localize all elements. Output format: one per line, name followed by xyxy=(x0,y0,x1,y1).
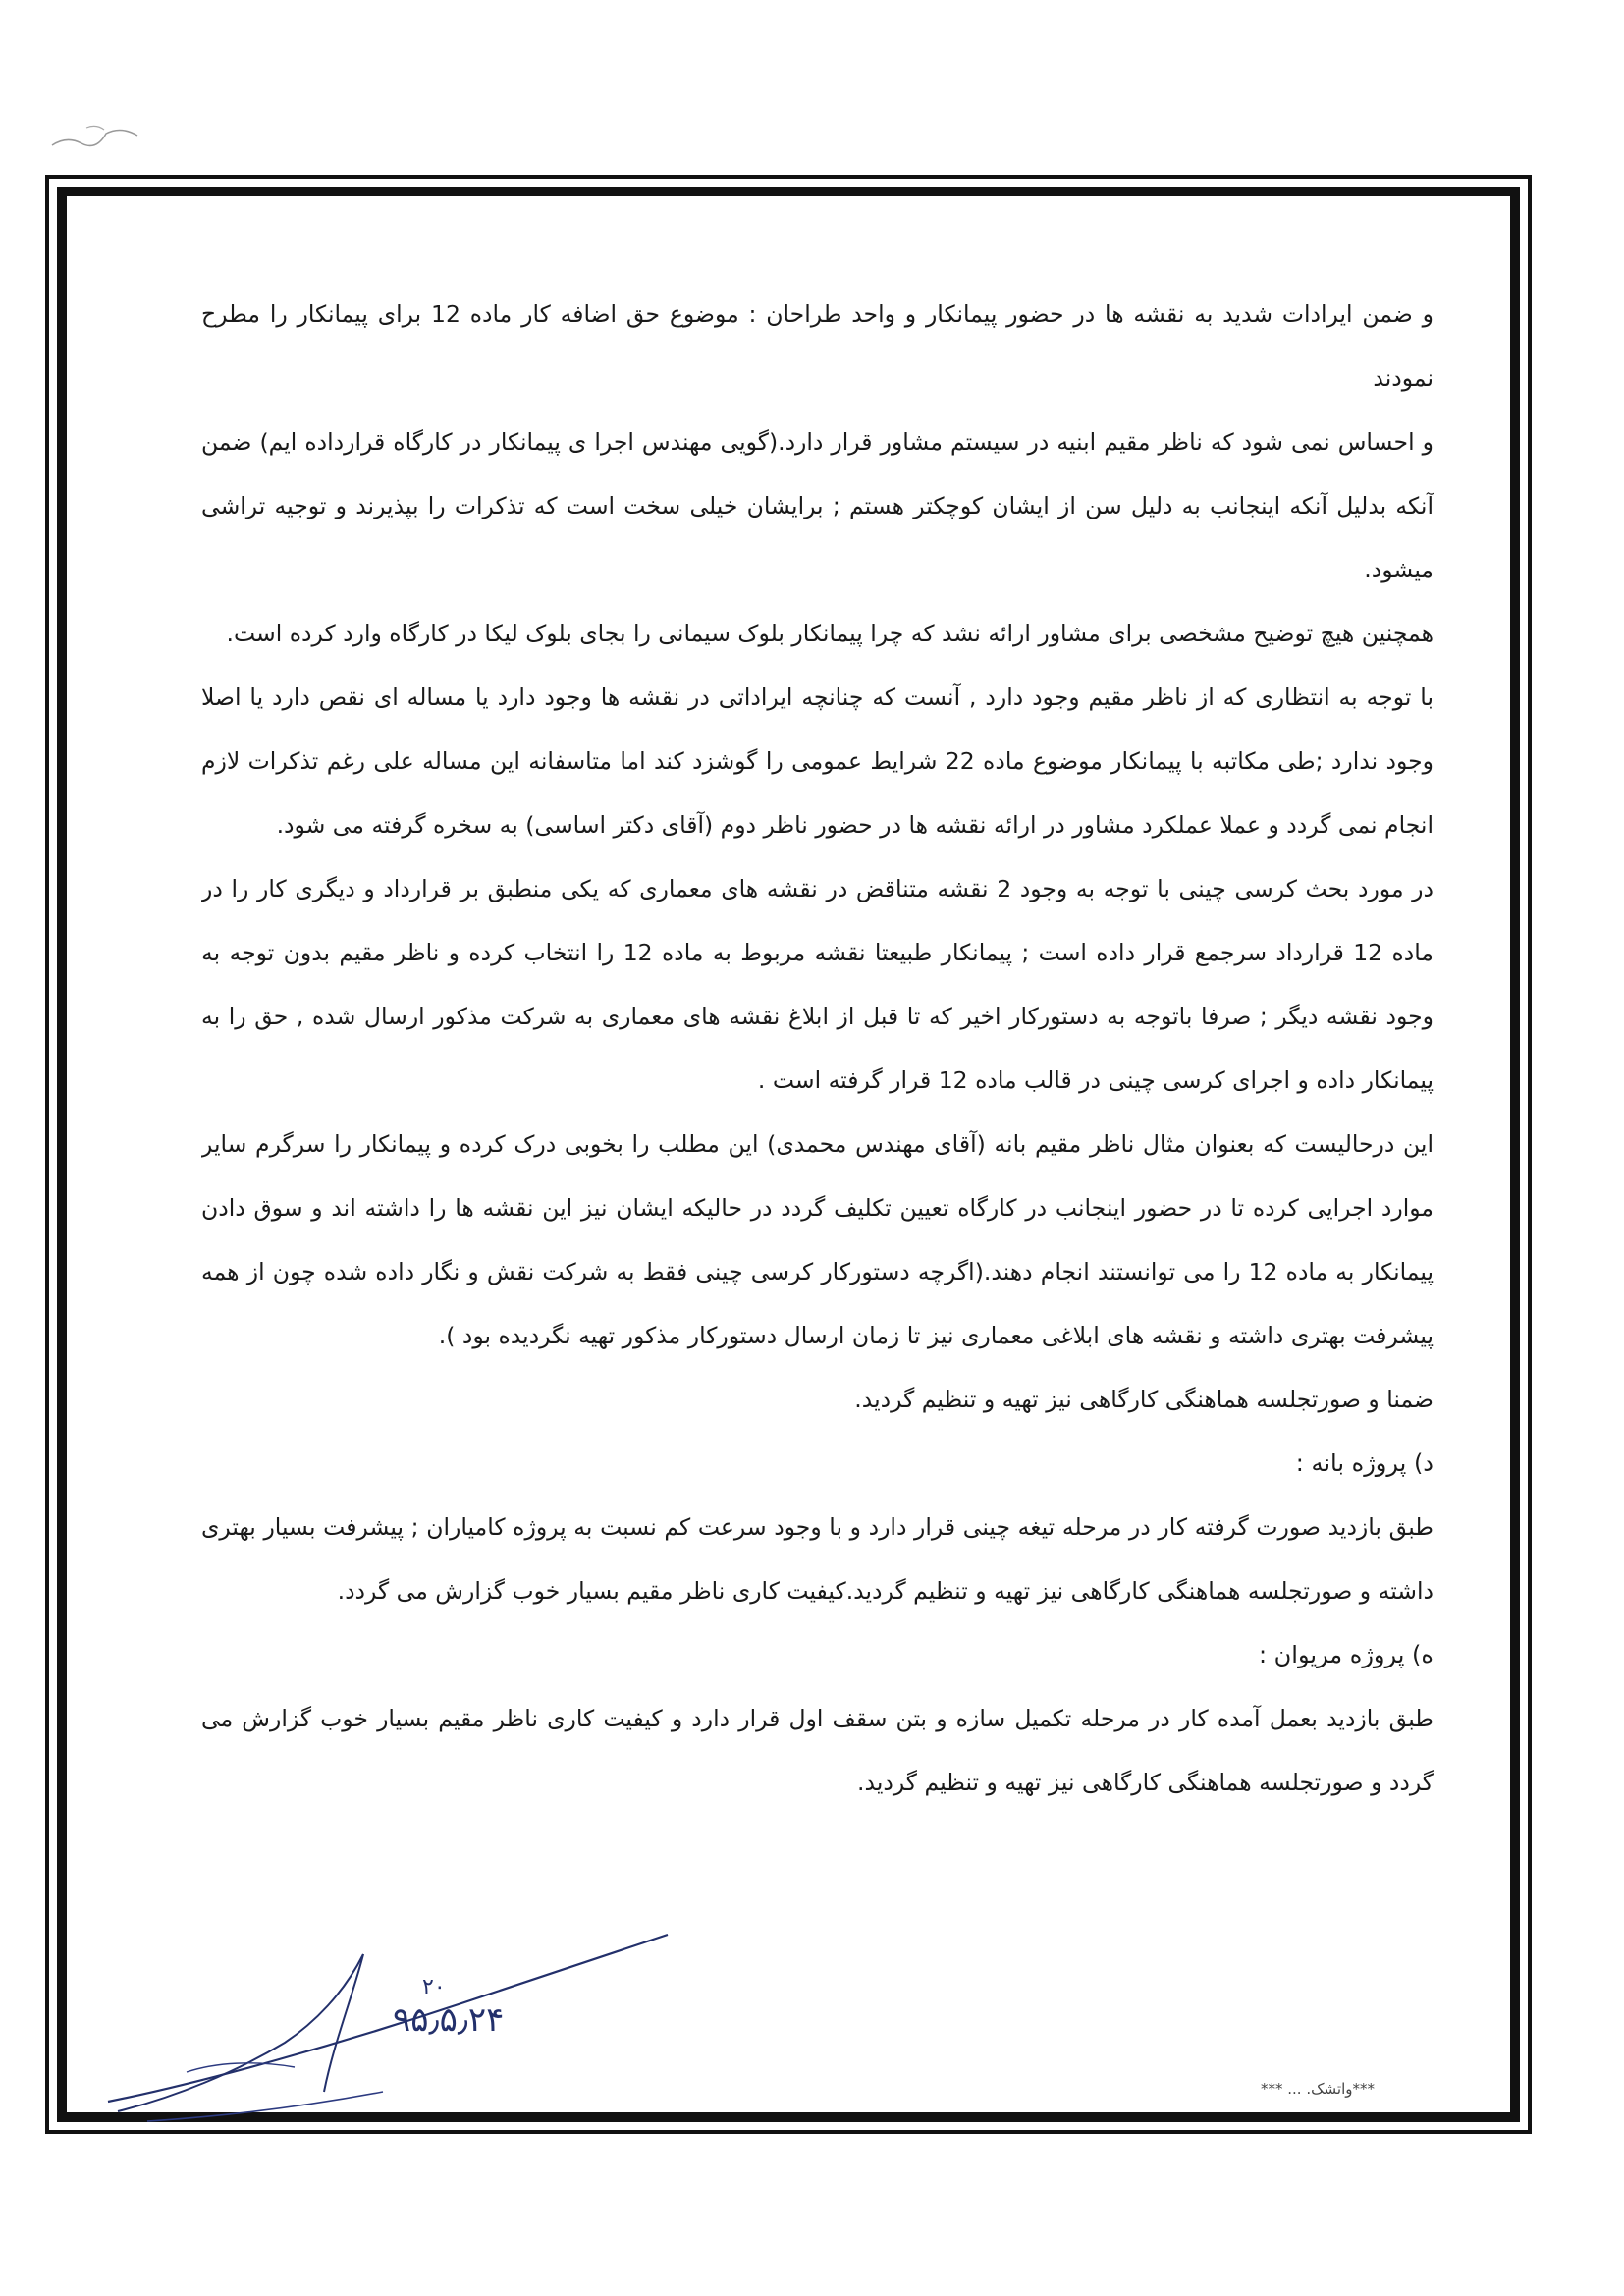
section-body-baneh: طبق بازدید صورت گرفته کار در مرحله تیغه چینی قرار دارد و با وجود سرعت کم نسبت به پروژه کامیاران ; پیشرفت بسیار بهتری داشته و صورتجلسه هماهنگی کارگاهی نیز تهیه و تنظیم گردید.کیفیت کاری ناظر مقیم بسیار خوب گزارش می گردد. xyxy=(201,1513,1434,1605)
paragraph-resident-supervisor: و احساس نمی شود که ناظر مقیم ابنیه در سیستم مشاور قرار دارد.(گویی مهندس اجرا ی پیمانکار در کارگاه قرارداده ایم) ضمن آنکه بدلیل آنکه اینجانب به دلیل سن از ایشان کوچکتر هستم ; برایشان خیلی سخت است که تذکرات را بپذیرند و توجیه تراشی میشود. xyxy=(201,428,1434,583)
paragraph-block-type: همچنین هیچ توضیح مشخصی برای مشاور ارائه نشد که چرا پیمانکار بلوک سیمانی را بجای بلوک لیکا در کارگاه وارد کرده است. xyxy=(226,620,1434,647)
section-heading-marivan: ه) پروژه مریوان : xyxy=(1258,1641,1434,1668)
paragraph-baneh-comparison: این درحالیست که بعنوان مثال ناظر مقیم بانه (آقای مهندس محمدی) این مطلب را بخوبی درک کرده و پیمانکار را سرگرم سایر موارد اجرایی کرده تا در حضور اینجانب در کارگاه تعیین تکلیف گردد در حالیکه ایشان نیز این نقشه ها را داشته اند و سوق دادن پیمانکار به ماده 12 را می توانستند انجام دهند.(اگرچه دستورکار کرسی چینی فقط به شرکت نقش و نگار داده شده چون از همه پیشرفت بهتری داشته و نقشه های ابلاغی معماری نیز تا زمان ارسال دستورکار مذکور تهیه نگردیده بود ). xyxy=(201,1130,1434,1349)
paragraph-minutes: ضمنا و صورتجلسه هماهنگی کارگاهی نیز تهیه و تنظیم گردید. xyxy=(854,1386,1434,1413)
corner-scribble xyxy=(47,106,145,165)
handwritten-signature xyxy=(88,1925,697,2131)
paragraph-expectations: با توجه به انتظاری که از ناظر مقیم وجود دارد , آنست که چنانچه ایراداتی در نقشه ها وجود دارد یا مساله ای نقص دارد یا اصلا وجود ندارد ;طی مکاتبه با پیمانکار موضوع ماده 22 شرایط عمومی را گوشزد کند اما متاسفانه این مساله علی رغم تذکرات لازم انجام نمی گردد و عملا عملکرد مشاور در ارائه نقشه ها در حضور ناظر دوم (آقای دکتر اساسی) به سخره گرفته می شود. xyxy=(201,683,1434,839)
signature-number: ۲۰ xyxy=(422,1975,446,1999)
section-heading-baneh: د) پروژه بانه : xyxy=(1295,1449,1434,1477)
paragraph-plinth: در مورد بحث کرسی چینی با توجه به وجود 2 نقشه متناقض در نقشه های معماری که یکی منطبق بر قرارداد و دیگری کار را در ماده 12 قرارداد سرجمع قرار داده است ; پیمانکار طبیعتا نقشه مربوط به ماده 12 را انتخاب کرده و ناظر مقیم بدون توجه به وجود نقشه دیگر ; صرفا باتوجه به دستورکار اخیر که تا قبل از ابلاغ نقشه های معماری به شرکت مذکور ارسال شده , حق را به پیمانکار داده و اجرای کرسی چینی در قالب ماده 12 قرار گرفته است . xyxy=(201,875,1434,1094)
signature-date: ۹۵٫۵٫۲۴ xyxy=(393,2000,505,2040)
paragraph-objections: و ضمن ایرادات شدید به نقشه ها در حضور پیمانکار و واحد طراحان : موضوع حق اضافه کار ماده 12 برای پیمانکار را مطرح نمودند xyxy=(201,301,1434,392)
footer-line: ***واتشک. ... *** xyxy=(1260,2080,1375,2098)
section-body-marivan: طبق بازدید بعمل آمده کار در مرحله تکمیل سازه و بتن سقف اول قرار دارد و کیفیت کاری ناظر مقیم بسیار خوب گزارش می گردد و صورتجلسه هماهنگی کارگاهی نیز تهیه و تنظیم گردید. xyxy=(201,1705,1434,1796)
letter-body xyxy=(201,283,1434,2114)
